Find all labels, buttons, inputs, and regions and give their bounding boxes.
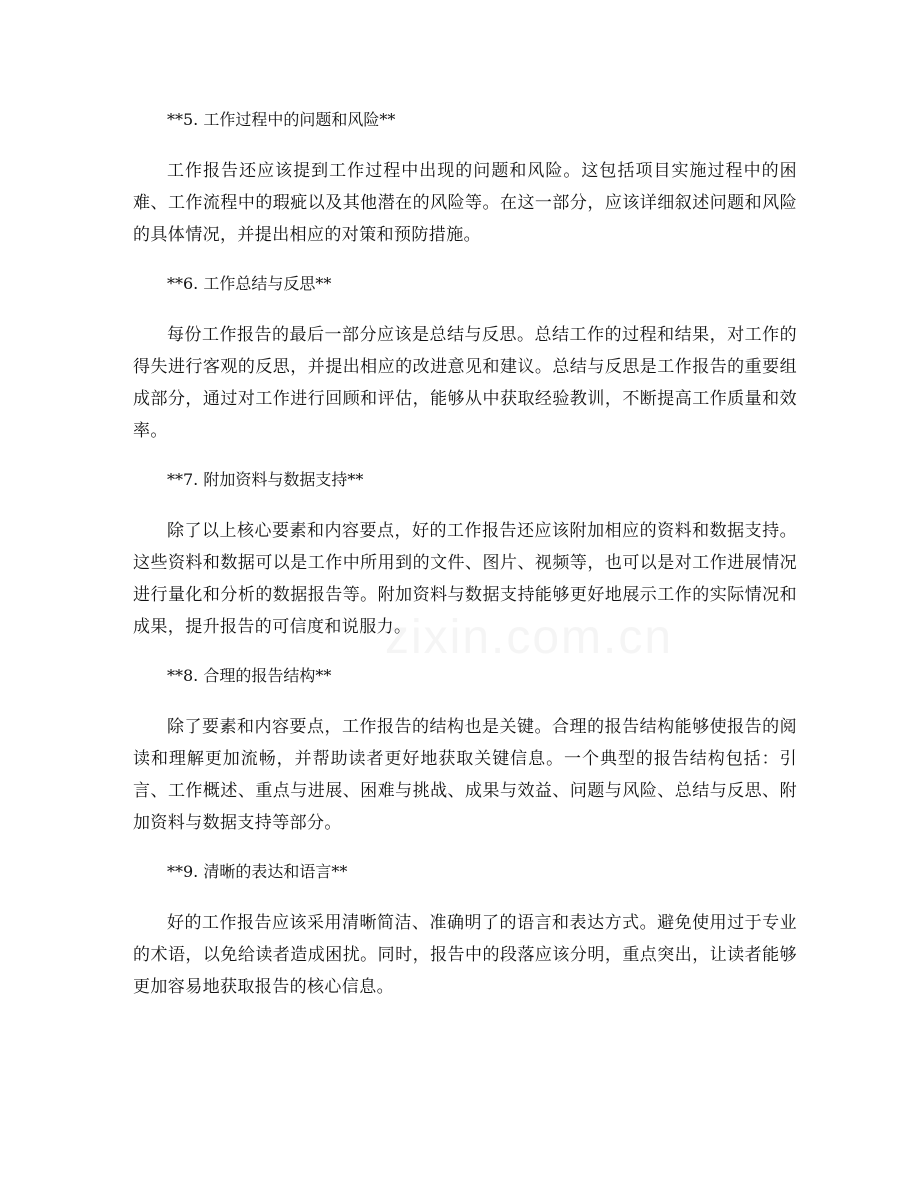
section-7 [133,463,797,643]
section-paragraph: 除了以上核心要素和内容要点，好的工作报告还应该附加相应的资料和数据支持。这些资料和数据可以是工作中所用到的文件、图片、视频等，也可以是对工作进展情况进行量化和分析的数据报告等。附加资料与数据支持能够更好地展示工作的实际情况和成果，提升报告的可信度和说服力。 [133,521,797,637]
section-heading: **8. 合理的报告结构** [167,666,332,685]
section-paragraph: 好的工作报告应该采用清晰简洁、准确明了的语言和表达方式。避免使用过于专业的术语，以免给读者造成困扰。同时，报告中的段落应该分明，重点突出，让读者能够更加容易地获取报告的核心信息。 [133,913,797,997]
section-6 [133,267,797,447]
watermark: zixin.com.cn [385,611,674,664]
section-5 [133,103,797,251]
section-8 [133,659,797,839]
document-body [133,103,797,1019]
section-9 [133,855,797,1003]
section-paragraph: 除了要素和内容要点，工作报告的结构也是关键。合理的报告结构能够使报告的阅读和理解更加流畅，并帮助读者更好地获取关键信息。一个典型的报告结构包括：引言、工作概述、重点与进展、困难与挑战、成果与效益、问题与风险、总结与反思、附加资料与数据支持等部分。 [133,717,797,833]
section-heading: **5. 工作过程中的问题和风险** [167,110,396,129]
section-heading: **9. 清晰的表达和语言** [167,862,348,881]
section-paragraph: 工作报告还应该提到工作过程中出现的问题和风险。这包括项目实施过程中的困难、工作流程中的瑕疵以及其他潜在的风险等。在这一部分，应该详细叙述问题和风险的具体情况，并提出相应的对策和预防措施。 [133,161,797,245]
section-heading: **6. 工作总结与反思** [167,274,332,293]
section-paragraph: 每份工作报告的最后一部分应该是总结与反思。总结工作的过程和结果，对工作的得失进行客观的反思，并提出相应的改进意见和建议。总结与反思是工作报告的重要组成部分，通过对工作进行回顾和评估，能够从中获取经验教训，不断提高工作质量和效率。 [133,325,797,441]
section-heading: **7. 附加资料与数据支持** [167,470,364,489]
